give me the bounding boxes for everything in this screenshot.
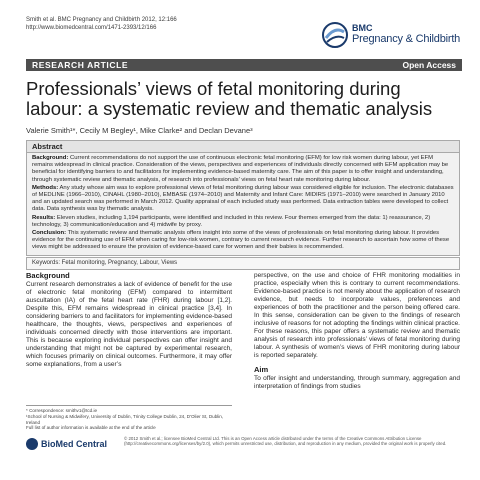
body-column-right: [254, 272, 460, 391]
page-footer: [26, 436, 462, 454]
body-column-left: [26, 272, 232, 369]
article-type-band: [26, 59, 462, 71]
background-text: Current research demonstrates a lack of evidence of benefit for the use of electronic fetal monitoring (EFM) compared to intermittent auscultation (IA) of the fetal heart rate (FHR) during labour [1,2]. Despite this, EFM remains widespread in clinical practice [3,4]. In considering barriers to and facilitators for implementing evidence-based healthcare, the thoughts, views, perspectives and experiences of individuals concerned directly with those interventions are important. This is because exploring individual perspectives can offer insight and understanding that might not be captured by experimental research, which focuses primarily on clinical outcomes. Furthermore, it may offer some explanations, from a user’s: [26, 281, 232, 368]
abstract-header: [27, 141, 459, 153]
abstract-background: Background: Current recommendations do not support the use of continuous electronic fetal monitoring (EFM) for low risk women during labour, yet EFM remains widespread in clinical practice. Consideration of the views, perspectives and experiences of individuals directly concerned with EFM application may be beneficial for identifying barriers to and facilitators for implementing evidence-based maternity care. The aim of this paper is to offer insight and understanding, through systematic review and thematic analysis, of research into professionals’ views on fetal heart rate monitoring during labour.: [32, 155, 449, 183]
publisher-short: BMC: [352, 23, 373, 33]
article-title: Professionals’ views of fetal monitoring during labour: a systematic review and thematic analysis: [26, 78, 433, 119]
keywords: Keywords: Fetal monitoring, Pregnancy, Labour, Views: [32, 260, 178, 266]
biomed-central-icon: [26, 438, 38, 450]
correspondence: * Correspondence: smithv1@tcd.ie: [26, 408, 98, 413]
license-text: © 2012 Smith et al.; licensee BioMed Central Ltd. This is an Open Access article distributed under the terms of the Creative Commons Attribution License (http://creativecommons.org/licenses/by/2.0), which permits unrestricted use, distribution, and reproduction in any medium, provided the original work is properly cited.: [124, 436, 447, 447]
author-list: Valerie Smith¹*, Cecily M Begley¹, Mike Clarke² and Declan Devane³: [26, 126, 253, 135]
biomed-central-logo: [26, 438, 106, 452]
abstract-conclusion: Conclusion: This systematic review and thematic analysis offers insight into some of the views of professionals on fetal monitoring during labour. It provides evidence for the continuing use of EFM when caring for low-risk women, contrary to current research evidence. Further research to ascertain how some of these views might be addressed to ensure the provision of evidence-based care for women and their babies is recommended.: [32, 230, 450, 251]
biomed-central-name: BioMed Central: [41, 439, 108, 449]
citation: Smith et al. BMC Pregnancy and Childbirth 2012, 12:166: [26, 17, 177, 23]
aim-text: To offer insight and understanding, through summary, aggregation and interpretation of findings from studies: [254, 375, 460, 390]
abstract-results: Results: Eleven studies, including 1,194 participants, were identified and included in this review. Four themes emerged from the data: 1) reassurance, 2) technology, 3) communication/education and 4) midwife by proxy.: [32, 214, 431, 228]
affiliation: ¹School of Nursing & Midwifery, University of Dublin, Trinity College Dublin, 24, D'Olier St, Dublin, Ireland: [26, 413, 224, 425]
footnote: [26, 405, 232, 431]
article-url[interactable]: http://www.biomedcentral.com/1471-2393/12/166: [26, 25, 157, 31]
author-info-note: Full list of author information is available at the end of the article: [26, 425, 156, 431]
journal-logo: [322, 20, 462, 56]
background-heading: Background: [26, 271, 70, 280]
abstract-box: [26, 140, 460, 256]
journal-name: Pregnancy & Childbirth: [352, 33, 461, 45]
abstract-heading: Abstract: [32, 142, 63, 151]
keywords-box: [26, 257, 460, 270]
bmc-swoosh-icon: [322, 22, 348, 48]
background-text-continued: perspective, on the use and choice of FHR monitoring modalities in practice, especially when this is contrary to current recommendations. Evidence-based practice is not merely about the application of research evidence, but needs to incorporate values, preferences and experiences of both the practitioner and the person being offered care. In this sense, consideration can be given to the findings of research inclusive of reasons for not adopting the findings within clinical practice. For these reasons, this paper offers a systematic review and thematic analysis of research into professionals’ views of fetal monitoring during labour. A synthesis of women’s views of FHR monitoring during labour is reported separately.: [254, 272, 460, 359]
aim-heading: Aim: [254, 365, 269, 374]
article-type: RESEARCH ARTICLE: [32, 60, 129, 70]
abstract-methods: Methods: Any study whose aim was to explore professional views of fetal monitoring during labour was considered eligible for inclusion. The electronic databases of MEDLINE (1966–2010), CINAHL (1980–2010), EMBASE (1974–2010) and Maternity and Infant Care: MIDIRS (1971–2010) were searched in January 2010 and an updated search was performed in March 2012. Quality appraisal of each included study was performed. Data extraction tables were developed to collect data. Data synthesis was by thematic analysis.: [32, 184, 454, 213]
running-header: [26, 16, 177, 32]
abstract-body: [32, 155, 454, 253]
open-access-label: Open Access: [402, 60, 456, 70]
